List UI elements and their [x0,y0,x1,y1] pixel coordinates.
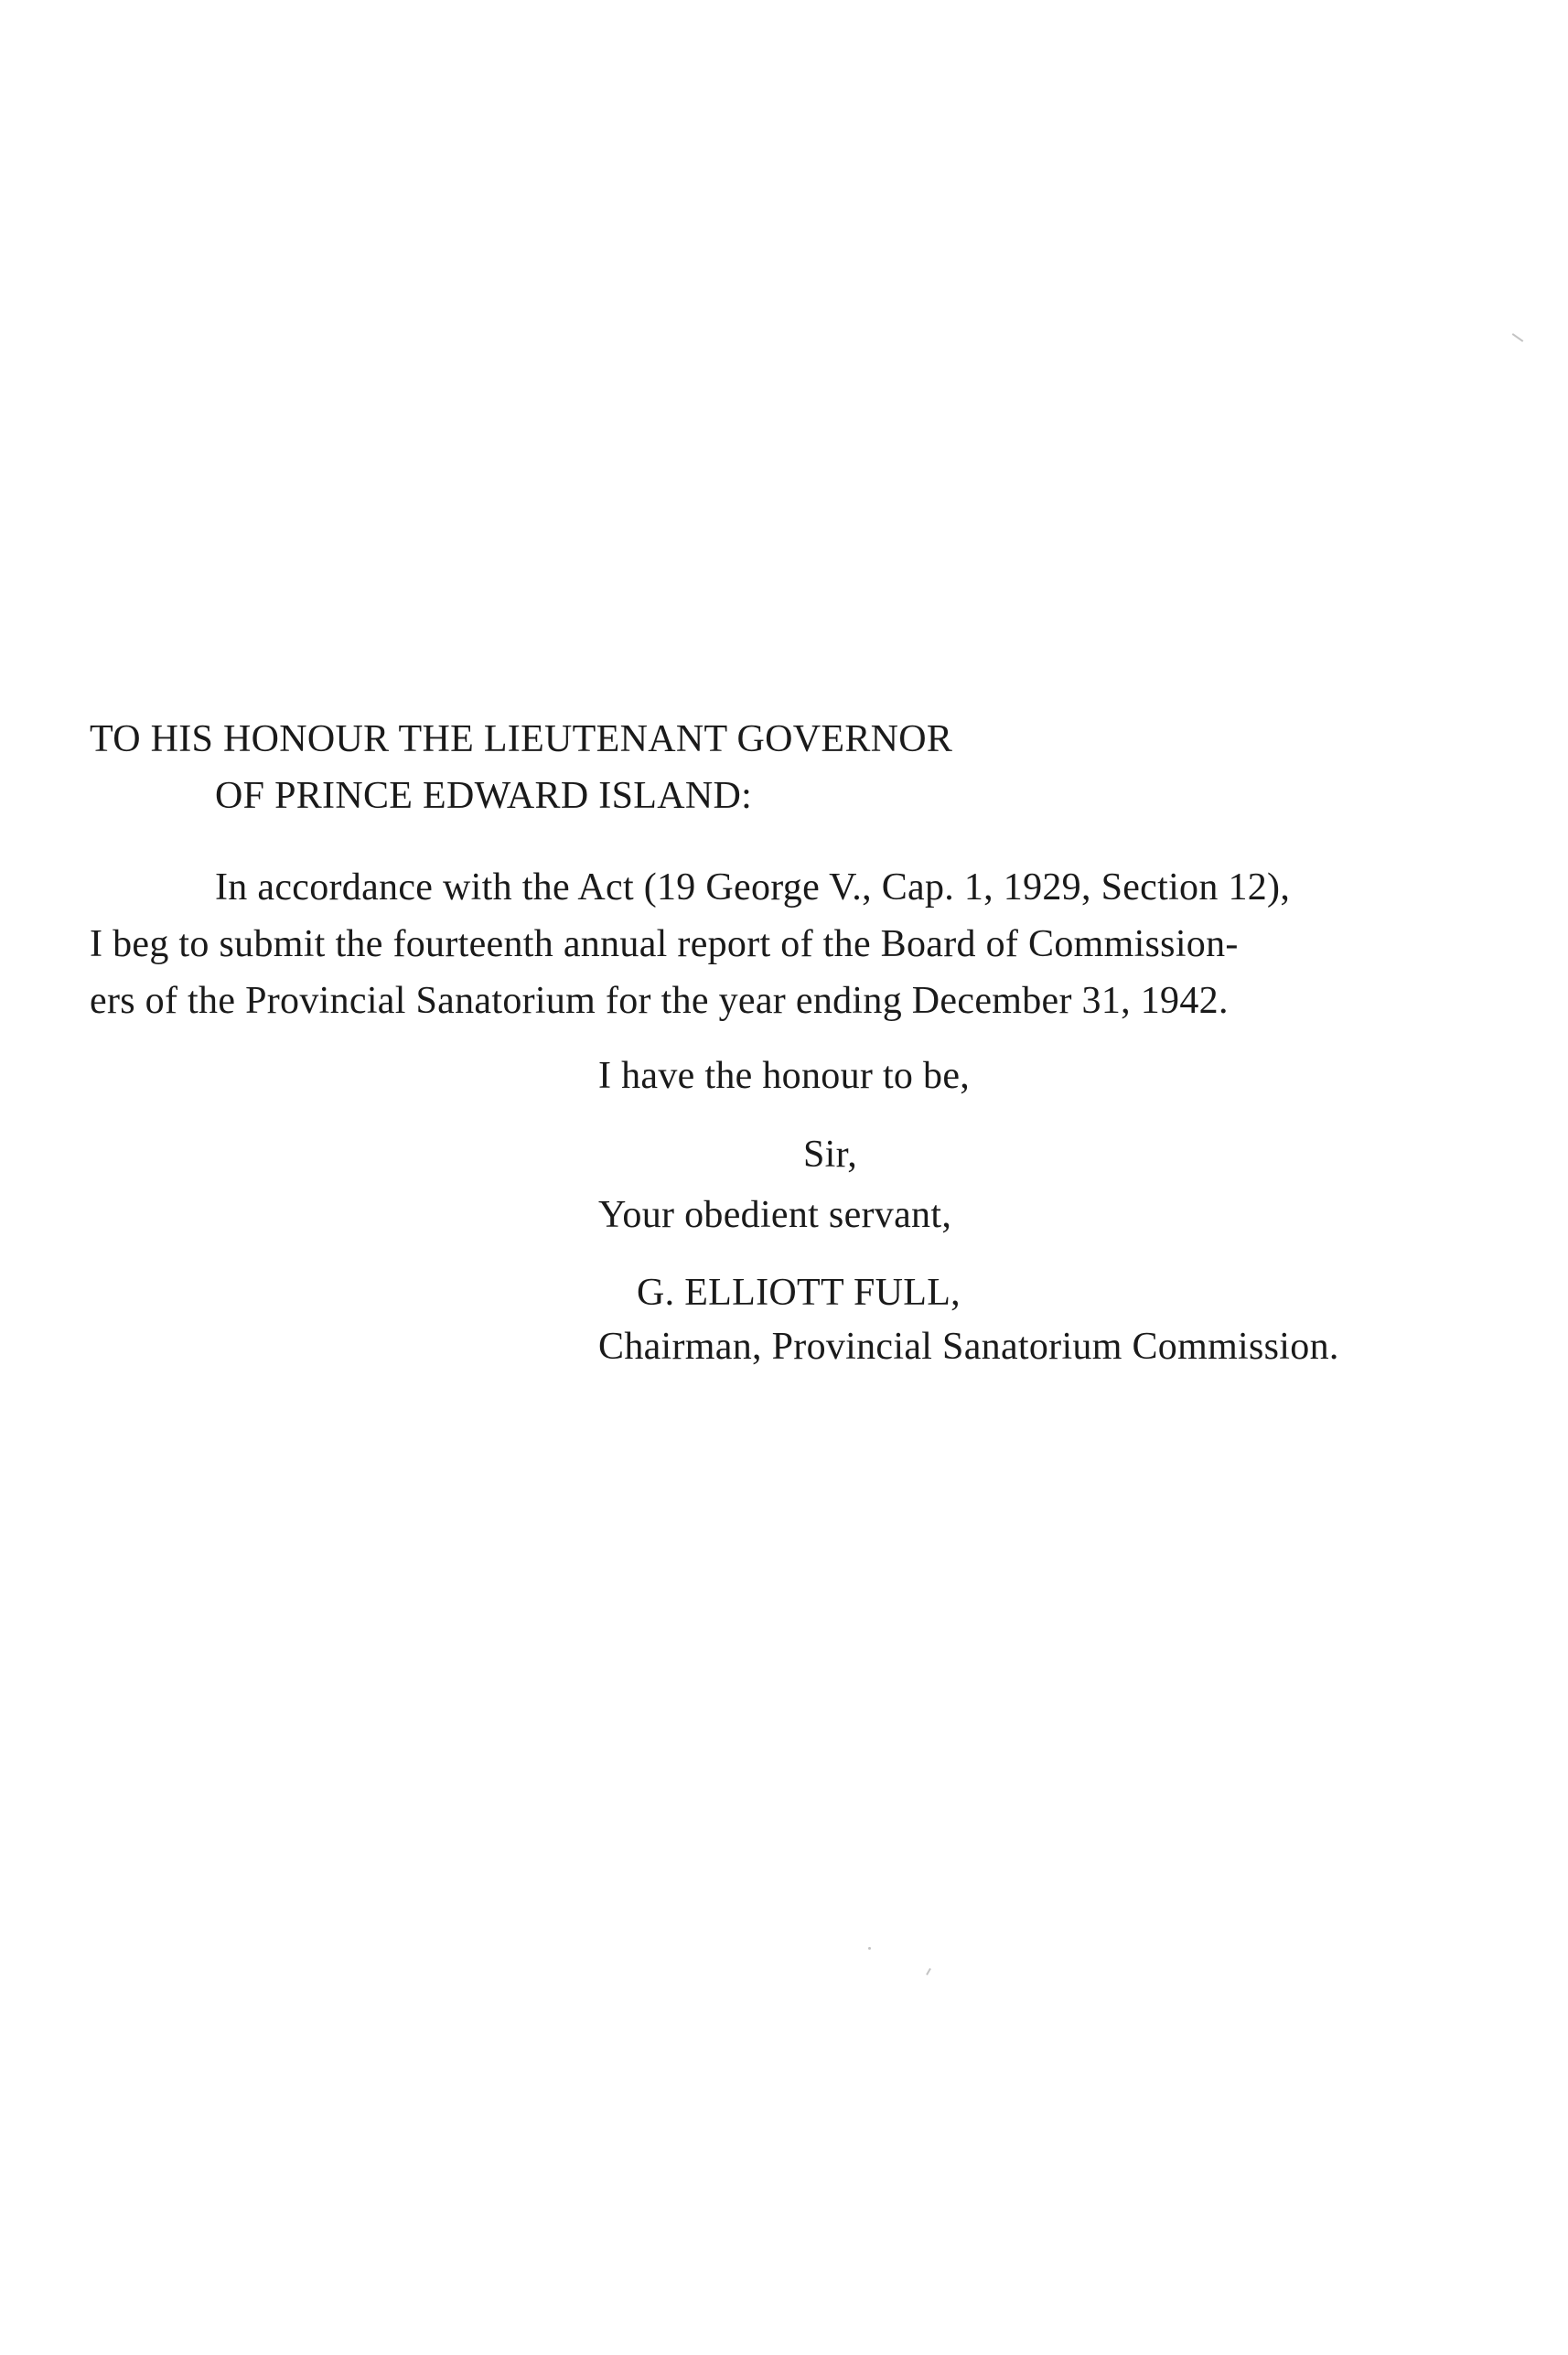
body-line-2: I beg to submit the fourteenth annual report of the Board of Commission- [90,923,1239,965]
addressee-line-1: TO HIS HONOUR THE LIEUTENANT GOVERNOR [90,718,953,760]
closing-line-3: Your obedient servant, [598,1194,952,1236]
body-line-3: ers of the Provincial Sanatorium for the year ending December 31, 1942. [90,980,1229,1022]
signatory-title: Chairman, Provincial Sanatorium Commission. [598,1326,1339,1368]
closing-salutation: Sir, [803,1134,858,1176]
scan-speck [1512,333,1524,342]
scan-speck [926,1968,931,1975]
signatory-name: G. ELLIOTT FULL, [637,1272,961,1314]
addressee-line-2: OF PRINCE EDWARD ISLAND: [215,775,753,817]
closing-line-1: I have the honour to be, [598,1055,971,1097]
body-line-1: In accordance with the Act (19 George V., Cap. 1, 1929, Section 12), [215,866,1291,909]
scan-speck [868,1947,871,1950]
